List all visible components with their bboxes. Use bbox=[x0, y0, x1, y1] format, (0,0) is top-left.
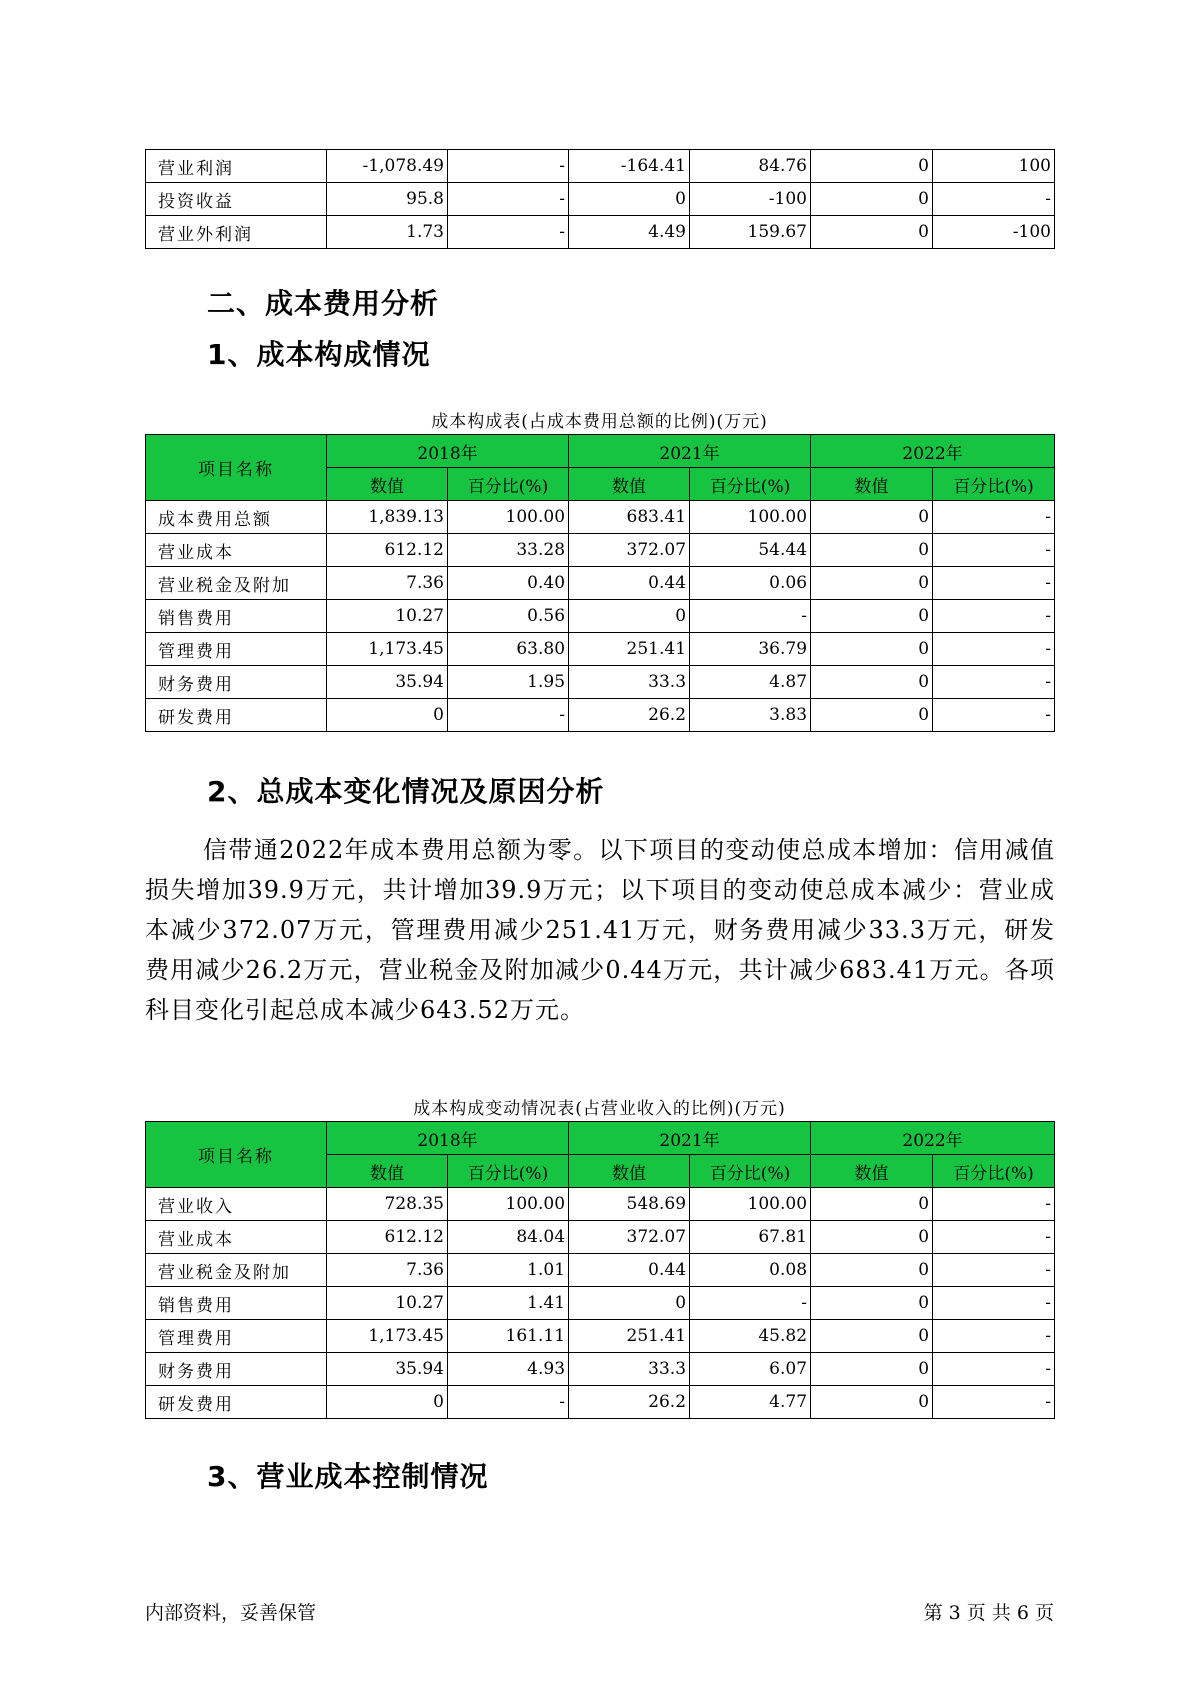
table-cell: - bbox=[933, 1188, 1055, 1221]
table-cell: 36.79 bbox=[690, 633, 811, 666]
table-cell: - bbox=[933, 501, 1055, 534]
table-cell: 0 bbox=[569, 600, 690, 633]
table-row bbox=[146, 183, 1055, 216]
table-cell: 0 bbox=[327, 1386, 448, 1419]
section-title-cost-analysis: 二、成本费用分析 bbox=[207, 287, 440, 320]
table-cell: - bbox=[933, 633, 1055, 666]
column-header-year: 2018年 bbox=[327, 435, 569, 468]
table-cell: - bbox=[690, 1287, 811, 1320]
table-row bbox=[146, 600, 1055, 633]
table-cell: - bbox=[448, 150, 569, 183]
table-cell: - bbox=[933, 1386, 1055, 1419]
table-row bbox=[146, 1221, 1055, 1254]
row-label: 营业税金及附加 bbox=[146, 567, 327, 600]
subsection-title-total-cost-change: 2、总成本变化情况及原因分析 bbox=[207, 775, 605, 808]
row-label: 投资收益 bbox=[146, 183, 327, 216]
table-cell: 67.81 bbox=[690, 1221, 811, 1254]
table-cell: 35.94 bbox=[327, 666, 448, 699]
column-header-percent: 百分比(%) bbox=[448, 1155, 569, 1188]
row-label: 管理费用 bbox=[146, 1320, 327, 1353]
table-cell: 45.82 bbox=[690, 1320, 811, 1353]
table-cell: - bbox=[933, 600, 1055, 633]
table-cell: - bbox=[933, 1287, 1055, 1320]
table-cell: 0 bbox=[569, 1287, 690, 1320]
table-cell: 100.00 bbox=[448, 501, 569, 534]
row-label: 财务费用 bbox=[146, 666, 327, 699]
table-cell: 683.41 bbox=[569, 501, 690, 534]
column-header-percent: 百分比(%) bbox=[690, 1155, 811, 1188]
table-row bbox=[146, 1188, 1055, 1221]
column-header-percent: 百分比(%) bbox=[690, 468, 811, 501]
table-cell: 0.44 bbox=[569, 567, 690, 600]
column-header-item-name: 项目名称 bbox=[146, 1122, 327, 1188]
table-cell: - bbox=[448, 699, 569, 732]
row-label: 营业税金及附加 bbox=[146, 1254, 327, 1287]
table-cell: 26.2 bbox=[569, 1386, 690, 1419]
table-cell: 1,173.45 bbox=[327, 1320, 448, 1353]
table-cell: 0 bbox=[811, 1221, 933, 1254]
table-cell: 10.27 bbox=[327, 600, 448, 633]
table-cell: 0 bbox=[811, 666, 933, 699]
table-cell: 100 bbox=[933, 150, 1055, 183]
table-cell: - bbox=[933, 1353, 1055, 1386]
table-cell: 33.3 bbox=[569, 666, 690, 699]
table-cell: -1,078.49 bbox=[327, 150, 448, 183]
table-cell: 0.44 bbox=[569, 1254, 690, 1287]
table-cell: 372.07 bbox=[569, 534, 690, 567]
row-label: 营业成本 bbox=[146, 534, 327, 567]
row-label: 营业成本 bbox=[146, 1221, 327, 1254]
row-label: 营业收入 bbox=[146, 1188, 327, 1221]
table-cell: 6.07 bbox=[690, 1353, 811, 1386]
table-cell: 0 bbox=[569, 183, 690, 216]
table-cell: 33.3 bbox=[569, 1353, 690, 1386]
column-header-value: 数值 bbox=[327, 1155, 448, 1188]
table-cell: 159.67 bbox=[690, 216, 811, 249]
table-row bbox=[146, 501, 1055, 534]
table-cell: 0 bbox=[811, 216, 933, 249]
table-cell: 95.8 bbox=[327, 183, 448, 216]
table-cell: 33.28 bbox=[448, 534, 569, 567]
column-header-year: 2021年 bbox=[569, 1122, 811, 1155]
table-cell: 7.36 bbox=[327, 567, 448, 600]
table-cell: 612.12 bbox=[327, 534, 448, 567]
table2-header bbox=[146, 1122, 1055, 1188]
row-label: 管理费用 bbox=[146, 633, 327, 666]
table-cell: 612.12 bbox=[327, 1221, 448, 1254]
table2-body bbox=[146, 1188, 1055, 1419]
table-cell: 4.93 bbox=[448, 1353, 569, 1386]
table-cell: - bbox=[448, 1386, 569, 1419]
table-row bbox=[146, 534, 1055, 567]
table-cell: 548.69 bbox=[569, 1188, 690, 1221]
column-header-item-name: 项目名称 bbox=[146, 435, 327, 501]
profit-table-body bbox=[146, 150, 1055, 249]
table-cell: - bbox=[448, 183, 569, 216]
table-cell: - bbox=[933, 699, 1055, 732]
table-cell: 4.77 bbox=[690, 1386, 811, 1419]
table-row bbox=[146, 666, 1055, 699]
table-cell: 0.08 bbox=[690, 1254, 811, 1287]
table-cell: 251.41 bbox=[569, 633, 690, 666]
table-cell: 0.40 bbox=[448, 567, 569, 600]
table1-header bbox=[146, 435, 1055, 501]
table-cell: 84.76 bbox=[690, 150, 811, 183]
table-cell: 0 bbox=[811, 150, 933, 183]
table-cell: - bbox=[690, 600, 811, 633]
table-cell: 4.49 bbox=[569, 216, 690, 249]
table-cell: -164.41 bbox=[569, 150, 690, 183]
table-cell: 26.2 bbox=[569, 699, 690, 732]
table2-caption: 成本构成变动情况表(占营业收入的比例)(万元) bbox=[413, 1099, 786, 1119]
column-header-year: 2022年 bbox=[811, 435, 1055, 468]
table-row bbox=[146, 633, 1055, 666]
table-row bbox=[146, 1320, 1055, 1353]
table-cell: 0 bbox=[811, 1320, 933, 1353]
column-header-percent: 百分比(%) bbox=[448, 468, 569, 501]
table-cell: 1.73 bbox=[327, 216, 448, 249]
table-cell: 1.41 bbox=[448, 1287, 569, 1320]
table-cell: - bbox=[448, 216, 569, 249]
cost-composition-table bbox=[145, 434, 1055, 732]
table-cell: 0 bbox=[811, 1287, 933, 1320]
table-cell: - bbox=[933, 1221, 1055, 1254]
table-cell: 0.06 bbox=[690, 567, 811, 600]
table1-body bbox=[146, 501, 1055, 732]
table-cell: - bbox=[933, 567, 1055, 600]
table-cell: - bbox=[933, 1320, 1055, 1353]
table-row bbox=[146, 216, 1055, 249]
table-cell: -100 bbox=[690, 183, 811, 216]
table-cell: 0 bbox=[327, 699, 448, 732]
table-row bbox=[146, 1386, 1055, 1419]
table-cell: 0 bbox=[811, 1353, 933, 1386]
row-label: 营业利润 bbox=[146, 150, 327, 183]
footer-page-number: 第 3 页 共 6 页 bbox=[923, 1602, 1054, 1624]
table-row bbox=[146, 1254, 1055, 1287]
column-header-value: 数值 bbox=[569, 468, 690, 501]
table-cell: 0 bbox=[811, 1254, 933, 1287]
table-cell: 100.00 bbox=[448, 1188, 569, 1221]
row-label: 营业外利润 bbox=[146, 216, 327, 249]
table-cell: 1.01 bbox=[448, 1254, 569, 1287]
table-cell: 0 bbox=[811, 183, 933, 216]
row-label: 财务费用 bbox=[146, 1353, 327, 1386]
table-cell: 100.00 bbox=[690, 501, 811, 534]
table1-caption: 成本构成表(占成本费用总额的比例)(万元) bbox=[431, 412, 768, 432]
table-cell: 3.83 bbox=[690, 699, 811, 732]
table-cell: 0 bbox=[811, 600, 933, 633]
column-header-value: 数值 bbox=[811, 1155, 933, 1188]
table-cell: 35.94 bbox=[327, 1353, 448, 1386]
profit-table bbox=[145, 149, 1055, 249]
table-row bbox=[146, 1353, 1055, 1386]
table-cell: 10.27 bbox=[327, 1287, 448, 1320]
table-cell: 84.04 bbox=[448, 1221, 569, 1254]
table-cell: 1,839.13 bbox=[327, 501, 448, 534]
row-label: 销售费用 bbox=[146, 1287, 327, 1320]
column-header-value: 数值 bbox=[327, 468, 448, 501]
table-cell: 0 bbox=[811, 534, 933, 567]
table-cell: 0 bbox=[811, 1188, 933, 1221]
footer-confidential-note: 内部资料，妥善保管 bbox=[145, 1602, 317, 1624]
table-row bbox=[146, 567, 1055, 600]
table-cell: 0 bbox=[811, 567, 933, 600]
row-label: 研发费用 bbox=[146, 699, 327, 732]
table-cell: 372.07 bbox=[569, 1221, 690, 1254]
table-cell: 251.41 bbox=[569, 1320, 690, 1353]
column-header-percent: 百分比(%) bbox=[933, 1155, 1055, 1188]
table-cell: 100.00 bbox=[690, 1188, 811, 1221]
row-label: 研发费用 bbox=[146, 1386, 327, 1419]
table-cell: 4.87 bbox=[690, 666, 811, 699]
row-label: 成本费用总额 bbox=[146, 501, 327, 534]
column-header-year: 2021年 bbox=[569, 435, 811, 468]
subsection-title-operating-cost-control: 3、营业成本控制情况 bbox=[207, 1460, 489, 1493]
table-cell: 7.36 bbox=[327, 1254, 448, 1287]
column-header-value: 数值 bbox=[811, 468, 933, 501]
table-cell: 63.80 bbox=[448, 633, 569, 666]
table-cell: 161.11 bbox=[448, 1320, 569, 1353]
row-label: 销售费用 bbox=[146, 600, 327, 633]
table-cell: - bbox=[933, 666, 1055, 699]
table-cell: 0.56 bbox=[448, 600, 569, 633]
table-cell: 0 bbox=[811, 1386, 933, 1419]
table-row bbox=[146, 1287, 1055, 1320]
table-cell: 1.95 bbox=[448, 666, 569, 699]
table-cell: - bbox=[933, 534, 1055, 567]
table-cell: 0 bbox=[811, 501, 933, 534]
analysis-paragraph: 信带通2022年成本费用总额为零。以下项目的变动使总成本增加：信用减值损失增加39.9万元，共计增加39.9万元；以下项目的变动使总成本减少：营业成本减少372.07万元，管理费用减少251.41万元，财务费用减少33.3万元，研发费用减少26.2万元，营业税金及附加减少0.44万元，共计减少683.41万元。各项科目变化引起总成本减少643.52万元。 bbox=[145, 836, 1055, 1024]
table-cell: - bbox=[933, 1254, 1055, 1287]
table-cell: 54.44 bbox=[690, 534, 811, 567]
table-row bbox=[146, 150, 1055, 183]
table-cell: 728.35 bbox=[327, 1188, 448, 1221]
column-header-value: 数值 bbox=[569, 1155, 690, 1188]
table-cell: 0 bbox=[811, 699, 933, 732]
column-header-percent: 百分比(%) bbox=[933, 468, 1055, 501]
column-header-year: 2018年 bbox=[327, 1122, 569, 1155]
column-header-year: 2022年 bbox=[811, 1122, 1055, 1155]
table-row bbox=[146, 699, 1055, 732]
table-cell: 0 bbox=[811, 633, 933, 666]
table-cell: - bbox=[933, 183, 1055, 216]
cost-change-table bbox=[145, 1121, 1055, 1419]
table-cell: 1,173.45 bbox=[327, 633, 448, 666]
subsection-title-cost-composition: 1、成本构成情况 bbox=[207, 338, 431, 371]
table-cell: -100 bbox=[933, 216, 1055, 249]
